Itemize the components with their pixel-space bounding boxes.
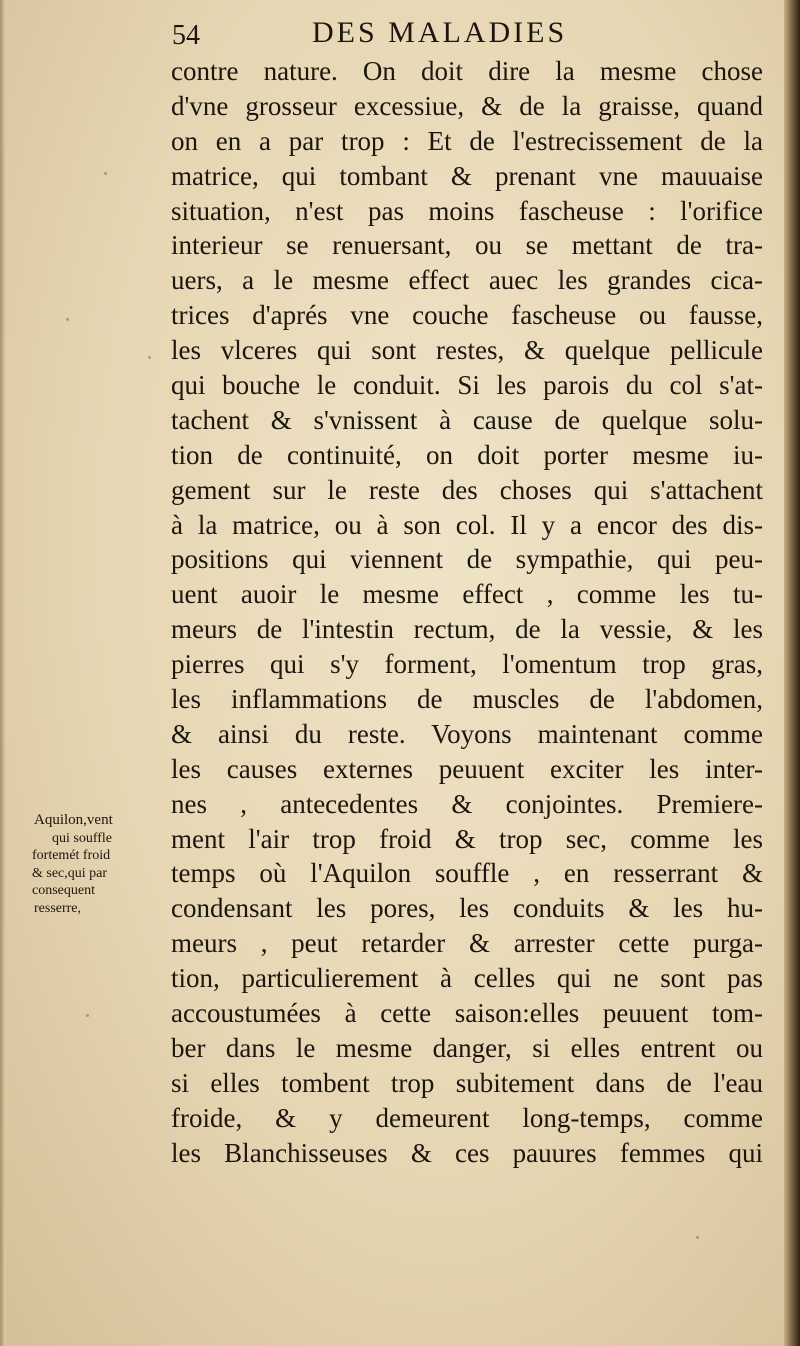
- text-line: les Blanchisseuses & ces pauures femmes qui: [171, 1137, 763, 1168]
- text-line: meurs , peut retarder & arrester cette purga-: [171, 928, 763, 959]
- margin-note-line: fortemét froid: [32, 848, 111, 863]
- paper-speck: [86, 1014, 89, 1017]
- paper-speck: [148, 356, 151, 359]
- paper-speck: [104, 172, 107, 175]
- text-line: accoustumées à cette saison:elles peuuent tom-: [171, 998, 763, 1029]
- running-title: DES MALADIES: [312, 16, 568, 49]
- text-line: positions qui viennent de sympathie, qui peu-: [171, 544, 763, 575]
- text-line: tion de continuité, on doit porter mesme iu-: [171, 439, 763, 470]
- body-text: [171, 54, 763, 1171]
- page-left-edge: [0, 0, 6, 1346]
- text-line: ber dans le mesme danger, si elles entrent ou: [171, 1032, 763, 1063]
- text-line: uent auoir le mesme effect , comme les tu-: [171, 579, 763, 610]
- text-line: à la matrice, ou à son col. Il y a encor des dis-: [171, 509, 763, 540]
- text-line: d'vne grosseur excessiue, & de la graisse, quand: [171, 90, 763, 121]
- margin-note: [30, 812, 166, 917]
- text-line: les vlceres qui sont restes, & quelque pellicule: [171, 335, 763, 366]
- margin-note-line: resserre,: [34, 900, 82, 916]
- text-line: meurs de l'intestin rectum, de la vessie, & les: [171, 614, 763, 645]
- paper-speck: [696, 1236, 699, 1239]
- text-line: gement sur le reste des choses qui s'attachent: [171, 474, 763, 505]
- text-line: on en a par trop : Et de l'estrecissement de la: [171, 125, 763, 156]
- text-line: tachent & s'vnissent à cause de quelque solu-: [171, 404, 763, 435]
- text-line: interieur se renuersant, ou se mettant de tra-: [171, 230, 763, 261]
- text-line: tion, particulierement à celles qui ne sont pas: [171, 963, 763, 994]
- text-line: si elles tombent trop subitement dans de l'eau: [171, 1067, 763, 1098]
- page-gutter-shadow: [784, 0, 800, 1346]
- text-line: condensant les pores, les conduits & les hu-: [171, 893, 763, 924]
- text-line: qui bouche le conduit. Si les parois du col s'at-: [171, 370, 763, 401]
- text-line: situation, n'est pas moins fascheuse : l'orifice: [171, 195, 763, 226]
- text-line: & ainsi du reste. Voyons maintenant comme: [171, 718, 763, 749]
- paper-speck: [66, 318, 69, 321]
- margin-note-line: Aquilon,vent: [34, 812, 113, 828]
- text-line: nes , antecedentes & conjointes. Premiere-: [171, 788, 763, 819]
- page-number: 54: [172, 20, 200, 51]
- margin-note-line: consequent: [32, 883, 95, 898]
- text-line: contre nature. On doit dire la mesme chose: [171, 56, 763, 86]
- text-line: les causes externes peuuent exciter les inter-: [171, 753, 763, 784]
- page-header: [172, 14, 772, 54]
- margin-note-line: & sec,qui par: [32, 865, 108, 881]
- text-line: temps où l'Aquilon souffle , en resserrant &: [171, 858, 763, 889]
- text-line: ment l'air trop froid & trop sec, comme les: [171, 823, 763, 854]
- text-line: pierres qui s'y forment, l'omentum trop gras,: [171, 649, 763, 680]
- text-line: les inflammations de muscles de l'abdomen,: [171, 684, 763, 715]
- text-line: trices d'aprés vne couche fascheuse ou fausse,: [171, 300, 763, 331]
- margin-note-line: qui souffle: [52, 830, 113, 846]
- text-line: uers, a le mesme effect auec les grandes cica-: [171, 265, 763, 296]
- text-line: matrice, qui tombant & prenant vne mauuaise: [171, 160, 763, 191]
- text-line: froide, & y demeurent long-temps, comme: [171, 1102, 763, 1133]
